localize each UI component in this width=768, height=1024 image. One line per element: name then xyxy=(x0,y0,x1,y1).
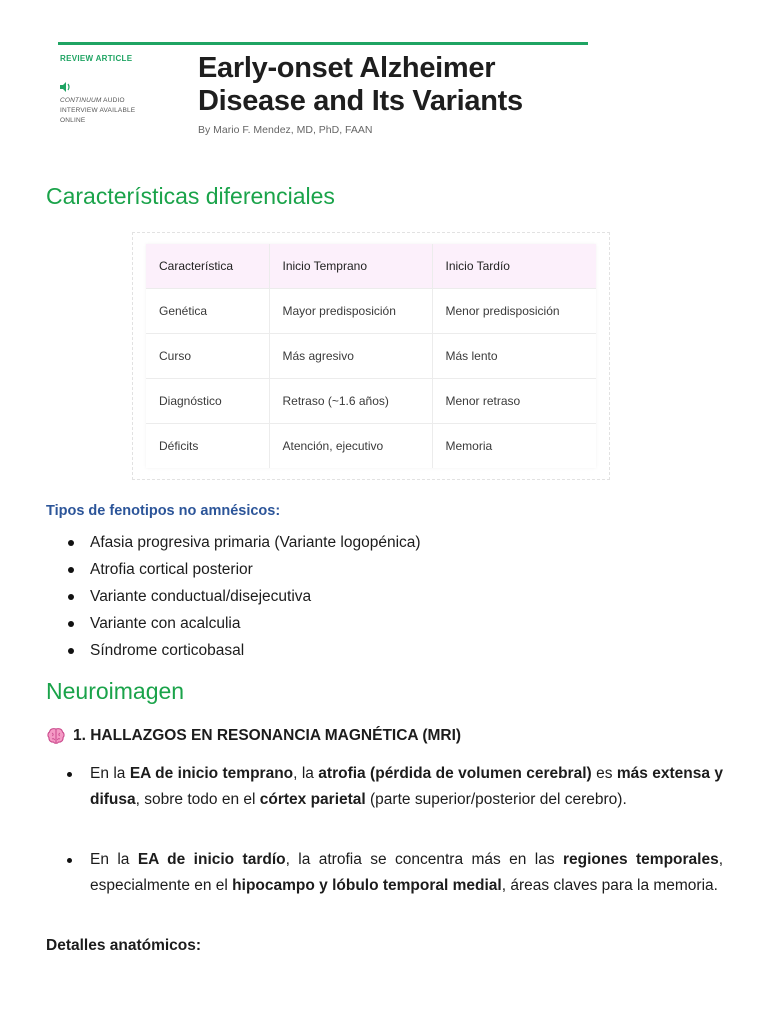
bullet-dot xyxy=(67,772,72,777)
table-row xyxy=(146,379,596,424)
table-cell: Menor predisposición xyxy=(432,289,596,334)
table-header-cell: Inicio Temprano xyxy=(269,244,432,289)
phenotypes-list xyxy=(46,532,421,667)
table-cell: Diagnóstico xyxy=(146,379,269,424)
list-item: Variante conductual/disejecutiva xyxy=(46,586,421,613)
table-row xyxy=(146,424,596,469)
article-byline: By Mario F. Mendez, MD, PhD, FAAN xyxy=(198,124,373,136)
review-article-label: REVIEW ARTICLE xyxy=(60,54,133,63)
table-cell: Más agresivo xyxy=(269,334,432,379)
list-item: Síndrome corticobasal xyxy=(46,640,421,667)
table-header-row xyxy=(146,244,596,289)
speaker-icon xyxy=(60,82,72,92)
table-cell: Más lento xyxy=(432,334,596,379)
article-title: Early-onset Alzheimer Disease and Its Variants xyxy=(198,52,523,117)
list-item: Variante con acalculia xyxy=(46,613,421,640)
anatomical-details-heading: Detalles anatómicos: xyxy=(46,937,202,954)
mri-paragraph-late-onset: En la EA de inicio tardío, la atrofia se concentra más en las regiones temporales, especialmente en el hipocampo y lóbulo temporal medial, áreas claves para la memoria. xyxy=(90,851,724,894)
table-cell: Atención, ejecutivo xyxy=(269,424,432,469)
article-header-image xyxy=(58,42,588,142)
table-header-cell: Inicio Tardío xyxy=(432,244,596,289)
table-cell: Retraso (~1.6 años) xyxy=(269,379,432,424)
table-cell: Genética xyxy=(146,289,269,334)
table-cell: Memoria xyxy=(445,439,493,453)
audio-interview-note: CONTINUUM AUDIO INTERVIEW AVAILABLE ONLINE xyxy=(60,97,136,124)
section-title-neuroimaging: Neuroimagen xyxy=(46,678,185,704)
list-item: Atrofia cortical posterior xyxy=(46,559,421,586)
mri-heading xyxy=(46,726,461,746)
header-rule xyxy=(58,42,588,45)
table-header-cell: Característica xyxy=(146,244,269,289)
comparison-table xyxy=(146,244,596,468)
mri-heading-text: 1. HALLAZGOS EN RESONANCIA MAGNÉTICA (MRI) xyxy=(73,727,462,744)
table-cell: Déficits xyxy=(146,424,269,469)
section-title-differential: Características diferenciales xyxy=(46,183,335,209)
table-cell: Mayor predisposición xyxy=(269,289,432,334)
phenotypes-heading: Tipos de fenotipos no amnésicos: xyxy=(46,503,281,519)
list-item: Afasia progresiva primaria (Variante logopénica) xyxy=(46,532,421,559)
table-row xyxy=(146,289,596,334)
table-cell: Curso xyxy=(146,334,269,379)
comparison-table-container xyxy=(132,232,610,480)
table-row xyxy=(146,334,596,379)
bullet-dot xyxy=(67,858,72,863)
brain-icon xyxy=(46,726,66,746)
mri-paragraph-early-onset: En la EA de inicio temprano, la atrofia (pérdida de volumen cerebral) es más extensa y difusa, sobre todo en el córtex parietal (parte superior/posterior del cerebro). xyxy=(90,765,724,808)
table-cell: Menor retraso xyxy=(432,379,596,424)
